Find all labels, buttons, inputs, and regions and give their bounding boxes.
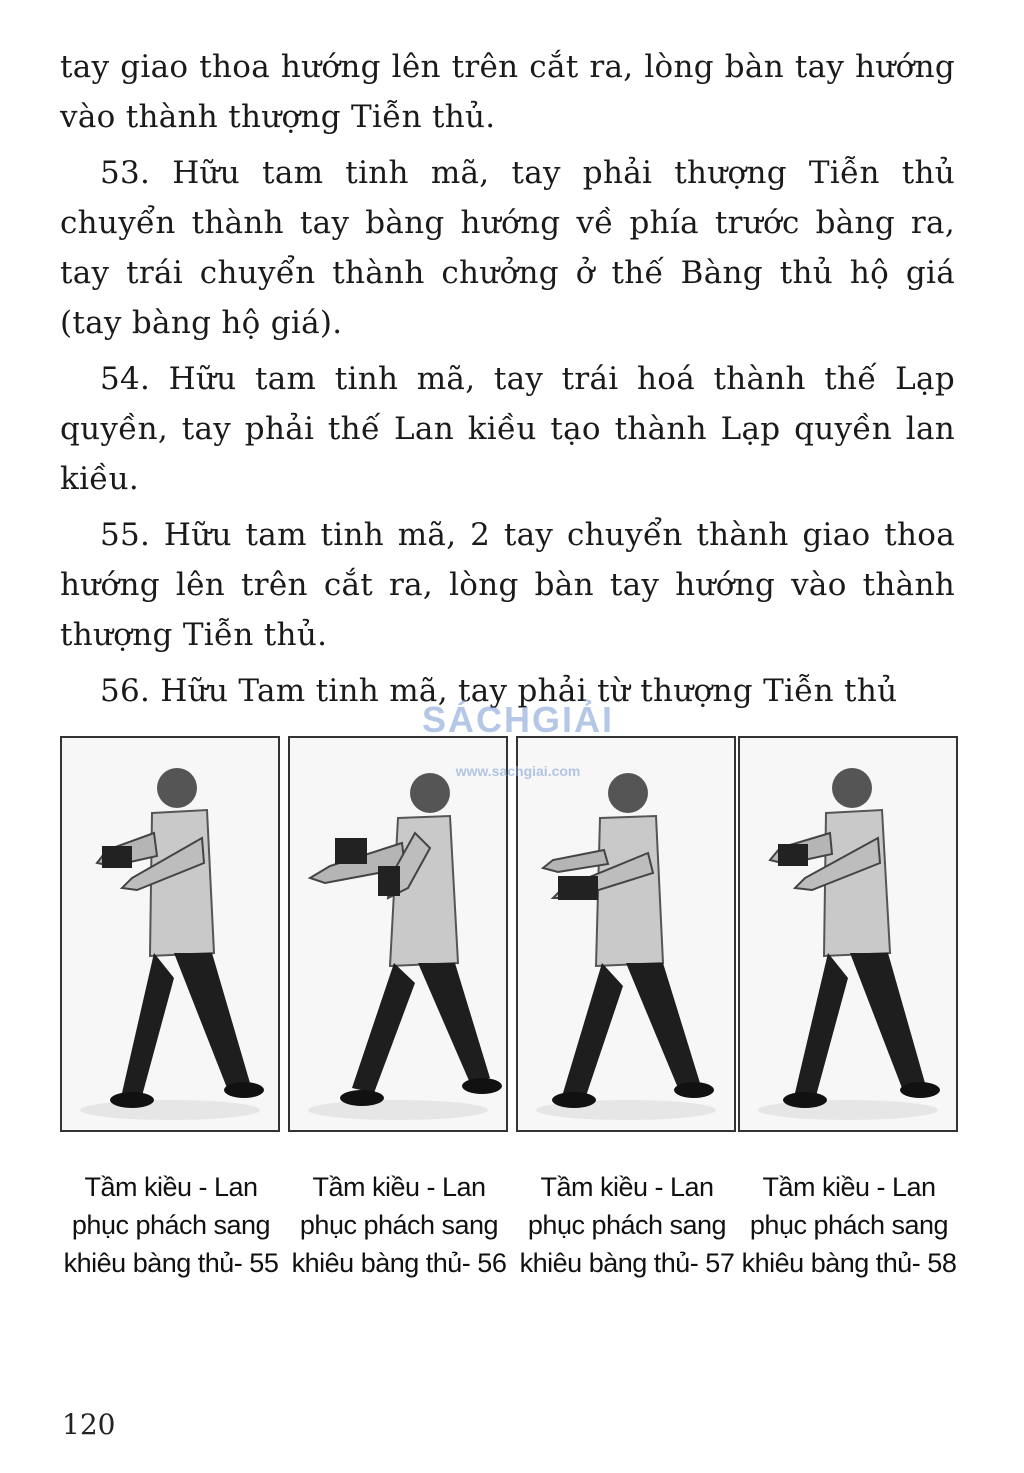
figure-row (60, 736, 960, 1316)
martial-arts-photo (60, 736, 280, 1132)
martial-artist-pose-icon (740, 738, 956, 1130)
paragraph-continued: tay giao thoa hướng lên trên cắt ra, lòng bàn tay hướng vào thành thượng Tiễn thủ. (60, 49, 955, 135)
paragraph-55: 55. Hữu tam tinh mã, 2 tay chuyển thành giao thoa hướng lên trên cắt ra, lòng bàn tay hướng vào thành thượng Tiễn thủ. (60, 517, 955, 653)
figure-57 (516, 736, 738, 1282)
martial-artist-pose-icon (62, 738, 278, 1130)
martial-arts-photo (288, 736, 508, 1132)
figure-caption: Tầm kiều - Lan phục phách sang khiêu bàng thủ- 57 (519, 1172, 735, 1278)
figure-56 (288, 736, 510, 1282)
martial-arts-photo (516, 736, 736, 1132)
body-text (60, 42, 955, 722)
paragraph-54: 54. Hữu tam tinh mã, tay trái hoá thành thế Lạp quyền, tay phải thế Lan kiều tạo thành Lạp quyền lan kiều. (60, 361, 955, 497)
martial-arts-photo (738, 736, 958, 1132)
martial-artist-pose-icon (290, 738, 506, 1130)
figure-caption: Tầm kiều - Lan phục phách sang khiêu bàng thủ- 55 (63, 1172, 279, 1278)
watermark-brand: SÁCHGIẢI (421, 699, 614, 740)
paragraph-56: 56. Hữu Tam tinh mã, tay phải từ thượng Tiễn thủ (100, 673, 898, 709)
page-number: 120 (62, 1408, 116, 1441)
watermark-url: www.sachgiai.com (455, 763, 581, 779)
watermark (408, 700, 628, 780)
figure-55 (60, 736, 282, 1282)
figure-caption: Tầm kiều - Lan phục phách sang khiêu bàng thủ- 56 (291, 1172, 507, 1278)
figure-58 (738, 736, 960, 1282)
paragraph-53: 53. Hữu tam tinh mã, tay phải thượng Tiễn thủ chuyển thành tay bàng hướng về phía trước bàng ra, tay trái chuyển thành chưởng ở thế Bàng thủ hộ giá (tay bàng hộ giá). (60, 155, 955, 341)
martial-artist-pose-icon (518, 738, 734, 1130)
figure-caption: Tầm kiều - Lan phục phách sang khiêu bàng thủ- 58 (741, 1172, 957, 1278)
